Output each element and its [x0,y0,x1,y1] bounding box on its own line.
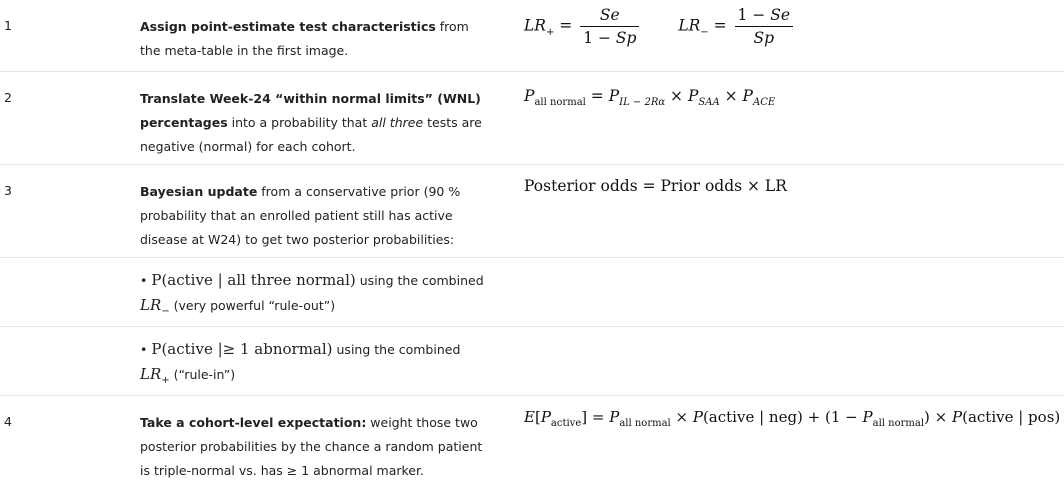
step-text: weight those two posterior probabilities by the chance a random patient is triple-normal vs. has ≥ 1 abnormal marker. [140,415,483,478]
table-row [0,165,1064,258]
step-description [140,411,485,483]
sub-step-description: • P(active |≥ 1 abnormal) using the combined $LR_+$ (“rule-in”) [140,340,461,386]
step-number: 2 [4,90,12,105]
step-text: from a conservative prior (90 % probability that an enrolled patient still has active disease at W24) to get two posterior probabilities: [140,184,461,247]
step-heading: Translate Week-24 “within normal limits” (WNL) percentages [140,91,481,130]
step-description [140,180,485,252]
posterior-odds-formula: Posterior odds = Prior odds × LR [524,177,787,195]
step-number: 1 [4,18,12,33]
step-heading: Take a cohort-level expectation: [140,415,367,430]
step-description: Translate Week-24 “within normal limits” (WNL) percentages into a probability that all three tests are negative (normal) for each cohort. [140,91,482,154]
table-row [0,72,1064,165]
table-row [0,327,1064,396]
all-normal-probability-formula: $P_{all normal} = P_{IL - 2R\alpha} \times P_{SAA} \times P_{ACE}$ [524,87,776,108]
step-text: from the meta-table in the first image. [140,19,469,58]
table-row [0,396,1064,479]
likelihood-ratio-formulas: $LR_+$ = $\frac{Se}{1 - Sp}$ $LR_-$ = $\frac{1 - Se}{Sp}$ [524,6,796,47]
probability-expression: P(active |≥ 1 abnormal) [151,340,333,358]
step-heading: Assign point-estimate test characteristics [140,19,436,34]
step-number: 4 [4,414,12,429]
expectation-formula: $E[P_{active}] = P_{all normal}$ × P(active | $neg) + (1 - P_{all normal})$ × P(active | pos) [524,408,1061,429]
step-heading: Bayesian update [140,184,258,199]
step-number: 3 [4,183,12,198]
table-row [0,258,1064,327]
step-description [140,15,485,63]
probability-expression: P(active | all three normal) [151,271,356,289]
sub-step-description: • P(active | all three normal) using the combined $LR_-$ (very powerful “rule-out”) [140,271,484,317]
table-row [0,0,1064,72]
